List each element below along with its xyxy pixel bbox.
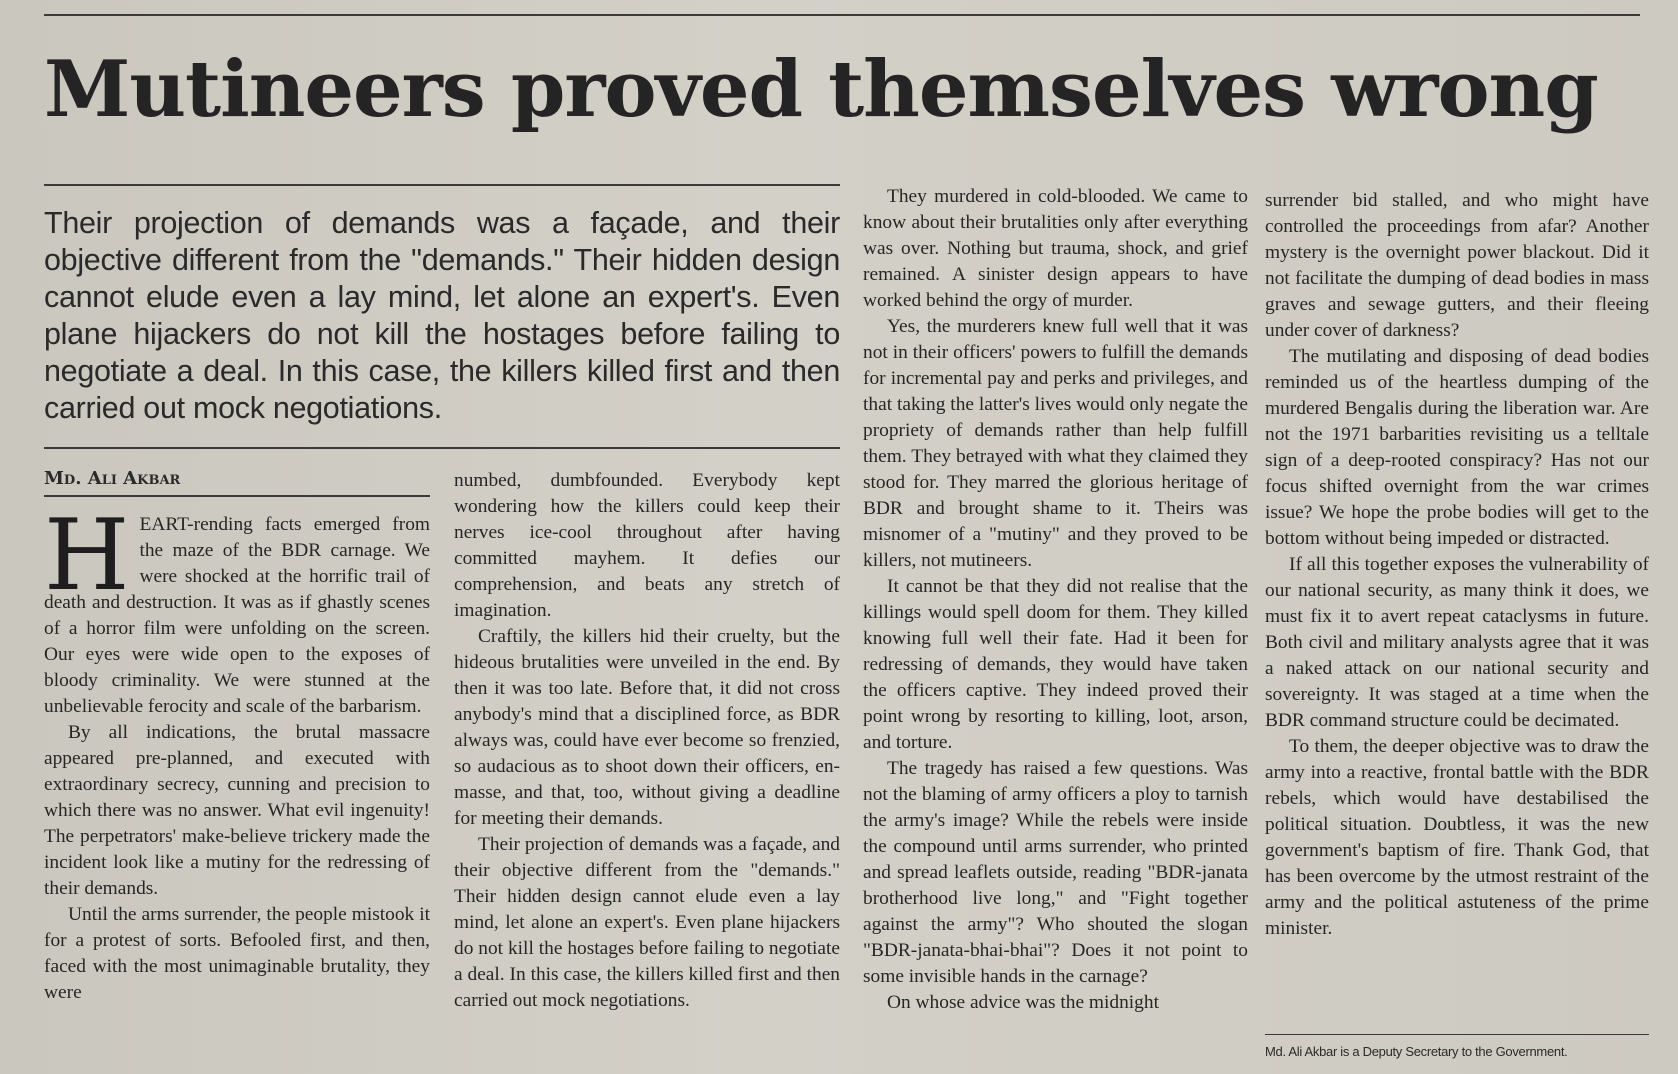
article-paragraph bbox=[44, 499, 430, 720]
article-paragraph: Until the arms surrender, the people mistook it for a protest of sorts. Befooled first, and then, faced with the most unimaginable brutality, they were bbox=[44, 904, 430, 1003]
article-paragraph: The tragedy has raised a few questions. Was not the blaming of army officers a ploy to tarnish the army's image? While the rebels were inside the compound until arms surrender, who printed and spread leaflets outside, reading "BDR-janata brotherhood live long," and "Fight together against the army"? Who shouted the slogan "BDR-janata-bhai-bhai"? Does it not point to some invisible hands in the carnage? bbox=[863, 758, 1248, 987]
deck-top-rule bbox=[44, 184, 840, 186]
article-paragraph: It cannot be that they did not realise that the killings would spell doom for them. They killed knowing full well their fate. Had it been for redressing of demands, they would have taken the officers captive. They indeed proved their point wrong by resorting to killing, loot, arson, and torture. bbox=[863, 576, 1248, 753]
footnote-rule bbox=[1265, 1034, 1649, 1035]
byline: Md. Ali Akbar bbox=[44, 468, 430, 497]
article-paragraph: By all indications, the brutal massacre appeared pre-planned, and executed with extraordinary secrecy, cunning and precision to which there was no answer. What evil ingenuity! The perpetrators' make-believe trickery made the incident look like a mutiny for the redressing of their demands. bbox=[44, 722, 430, 899]
article-paragraph: They murdered in cold-blooded. We came to know about their brutalities only after everything was over. Nothing but trauma, shock, and grief remained. A sinister design appears to have worked behind the orgy of murder. bbox=[863, 186, 1248, 311]
article-column-1 bbox=[44, 499, 430, 1006]
article-column-2 bbox=[454, 468, 840, 1014]
article-paragraph: Their projection of demands was a façade, and their objective different from the "demands." Their hidden design cannot elude even a lay mind, let alone an expert's. Even plane hijackers do not kill the hostages before failing to negotiate a deal. In this case, the killers killed first and then carried out mock negotiations. bbox=[454, 834, 840, 1011]
article-paragraph: On whose advice was the midnight bbox=[887, 992, 1159, 1013]
article-column-4 bbox=[1265, 188, 1649, 942]
article-paragraph: Craftily, the killers hid their cruelty, but the hideous brutalities were unveiled in the end. By then it was too late. Before that, it did not cross anybody's mind that a disciplined force, as BDR always was, could have ever become so frenzied, so audacious as to shoot down their officers, en-masse, and that, too, without giving a deadline for meeting their demands. bbox=[454, 626, 840, 829]
article-column-3 bbox=[863, 184, 1248, 1016]
article-paragraph: surrender bid stalled, and who might have controlled the proceedings from afar? Another mystery is the overnight power blackout. Did it not facilitate the dumping of dead bodies in mass graves and sewage gutters, and their fleeing under cover of darkness? bbox=[1265, 190, 1649, 341]
deck-bottom-rule bbox=[44, 447, 840, 449]
article-paragraph: To them, the deeper objective was to draw the army into a reactive, frontal battle with the BDR rebels, which would have destabilised the political situation. Doubtless, it was the new government's baptism of fire. Thank God, that has been overcome by the utmost restraint of the army and the political astuteness of the prime minister. bbox=[1265, 736, 1649, 939]
drop-cap: H bbox=[44, 499, 130, 613]
headline: Mutineers proved themselves wrong bbox=[44, 44, 1598, 135]
author-footnote: Md. Ali Akbar is a Deputy Secretary to the Government. bbox=[1265, 1044, 1568, 1059]
article-paragraph: Yes, the murderers knew full well that it was not in their officers' powers to fulfill the demands for incremental pay and perks and privileges, and that taking the latter's lives would only negate the propriety of demands rather than help fulfill them. They betrayed with what they claimed they stood for. They marred the glorious heritage of BDR and brought shame to it. Theirs was misnomer of a "mutiny" and they proved to be killers, not mutineers. bbox=[863, 316, 1248, 571]
article-paragraph: If all this together exposes the vulnerability of our national security, as many think it does, we must fix it to avert repeat cataclysms in future. Both civil and military analysts agree that it was a naked attack on our national security and sovereignty. It was staged at a time when the BDR command structure could be decimated. bbox=[1265, 554, 1649, 731]
top-rule bbox=[44, 14, 1640, 16]
article-paragraph: The mutilating and disposing of dead bodies reminded us of the heartless dumping of the murdered Bengalis during the liberation war. Are not the 1971 barbarities revisiting us a telltale sign of a deep-rooted conspiracy? Has not our focus shifted overnight from the war crimes issue? We hope the probe bodies will get to the bottom without being impeded or distracted. bbox=[1265, 346, 1649, 549]
article-paragraph: numbed, dumbfounded. Everybody kept wondering how the killers could keep their nerves ice-cool throughout after having committed mayhem. It defies our comprehension, and beats any stretch of imagination. bbox=[454, 470, 840, 621]
paragraph-text: EART-rending facts emerged from the maze of the BDR carnage. We were shocked at the horrific trail of death and destruction. It was as if ghastly scenes of a horror film were unfolding on the screen. Our eyes were wide open to the exposes of bloody criminality. We were stunned at the unbelievable ferocity and scale of the barbarism. bbox=[44, 514, 430, 717]
deck-summary: Their projection of demands was a façade, and their objective different from the "demands." Their hidden design cannot elude even a lay mind, let alone an expert's. Even plane hijackers do not kill the hostages before failing to negotiate a deal. In this case, the killers killed first and then carried out mock negotiations. bbox=[44, 206, 840, 425]
